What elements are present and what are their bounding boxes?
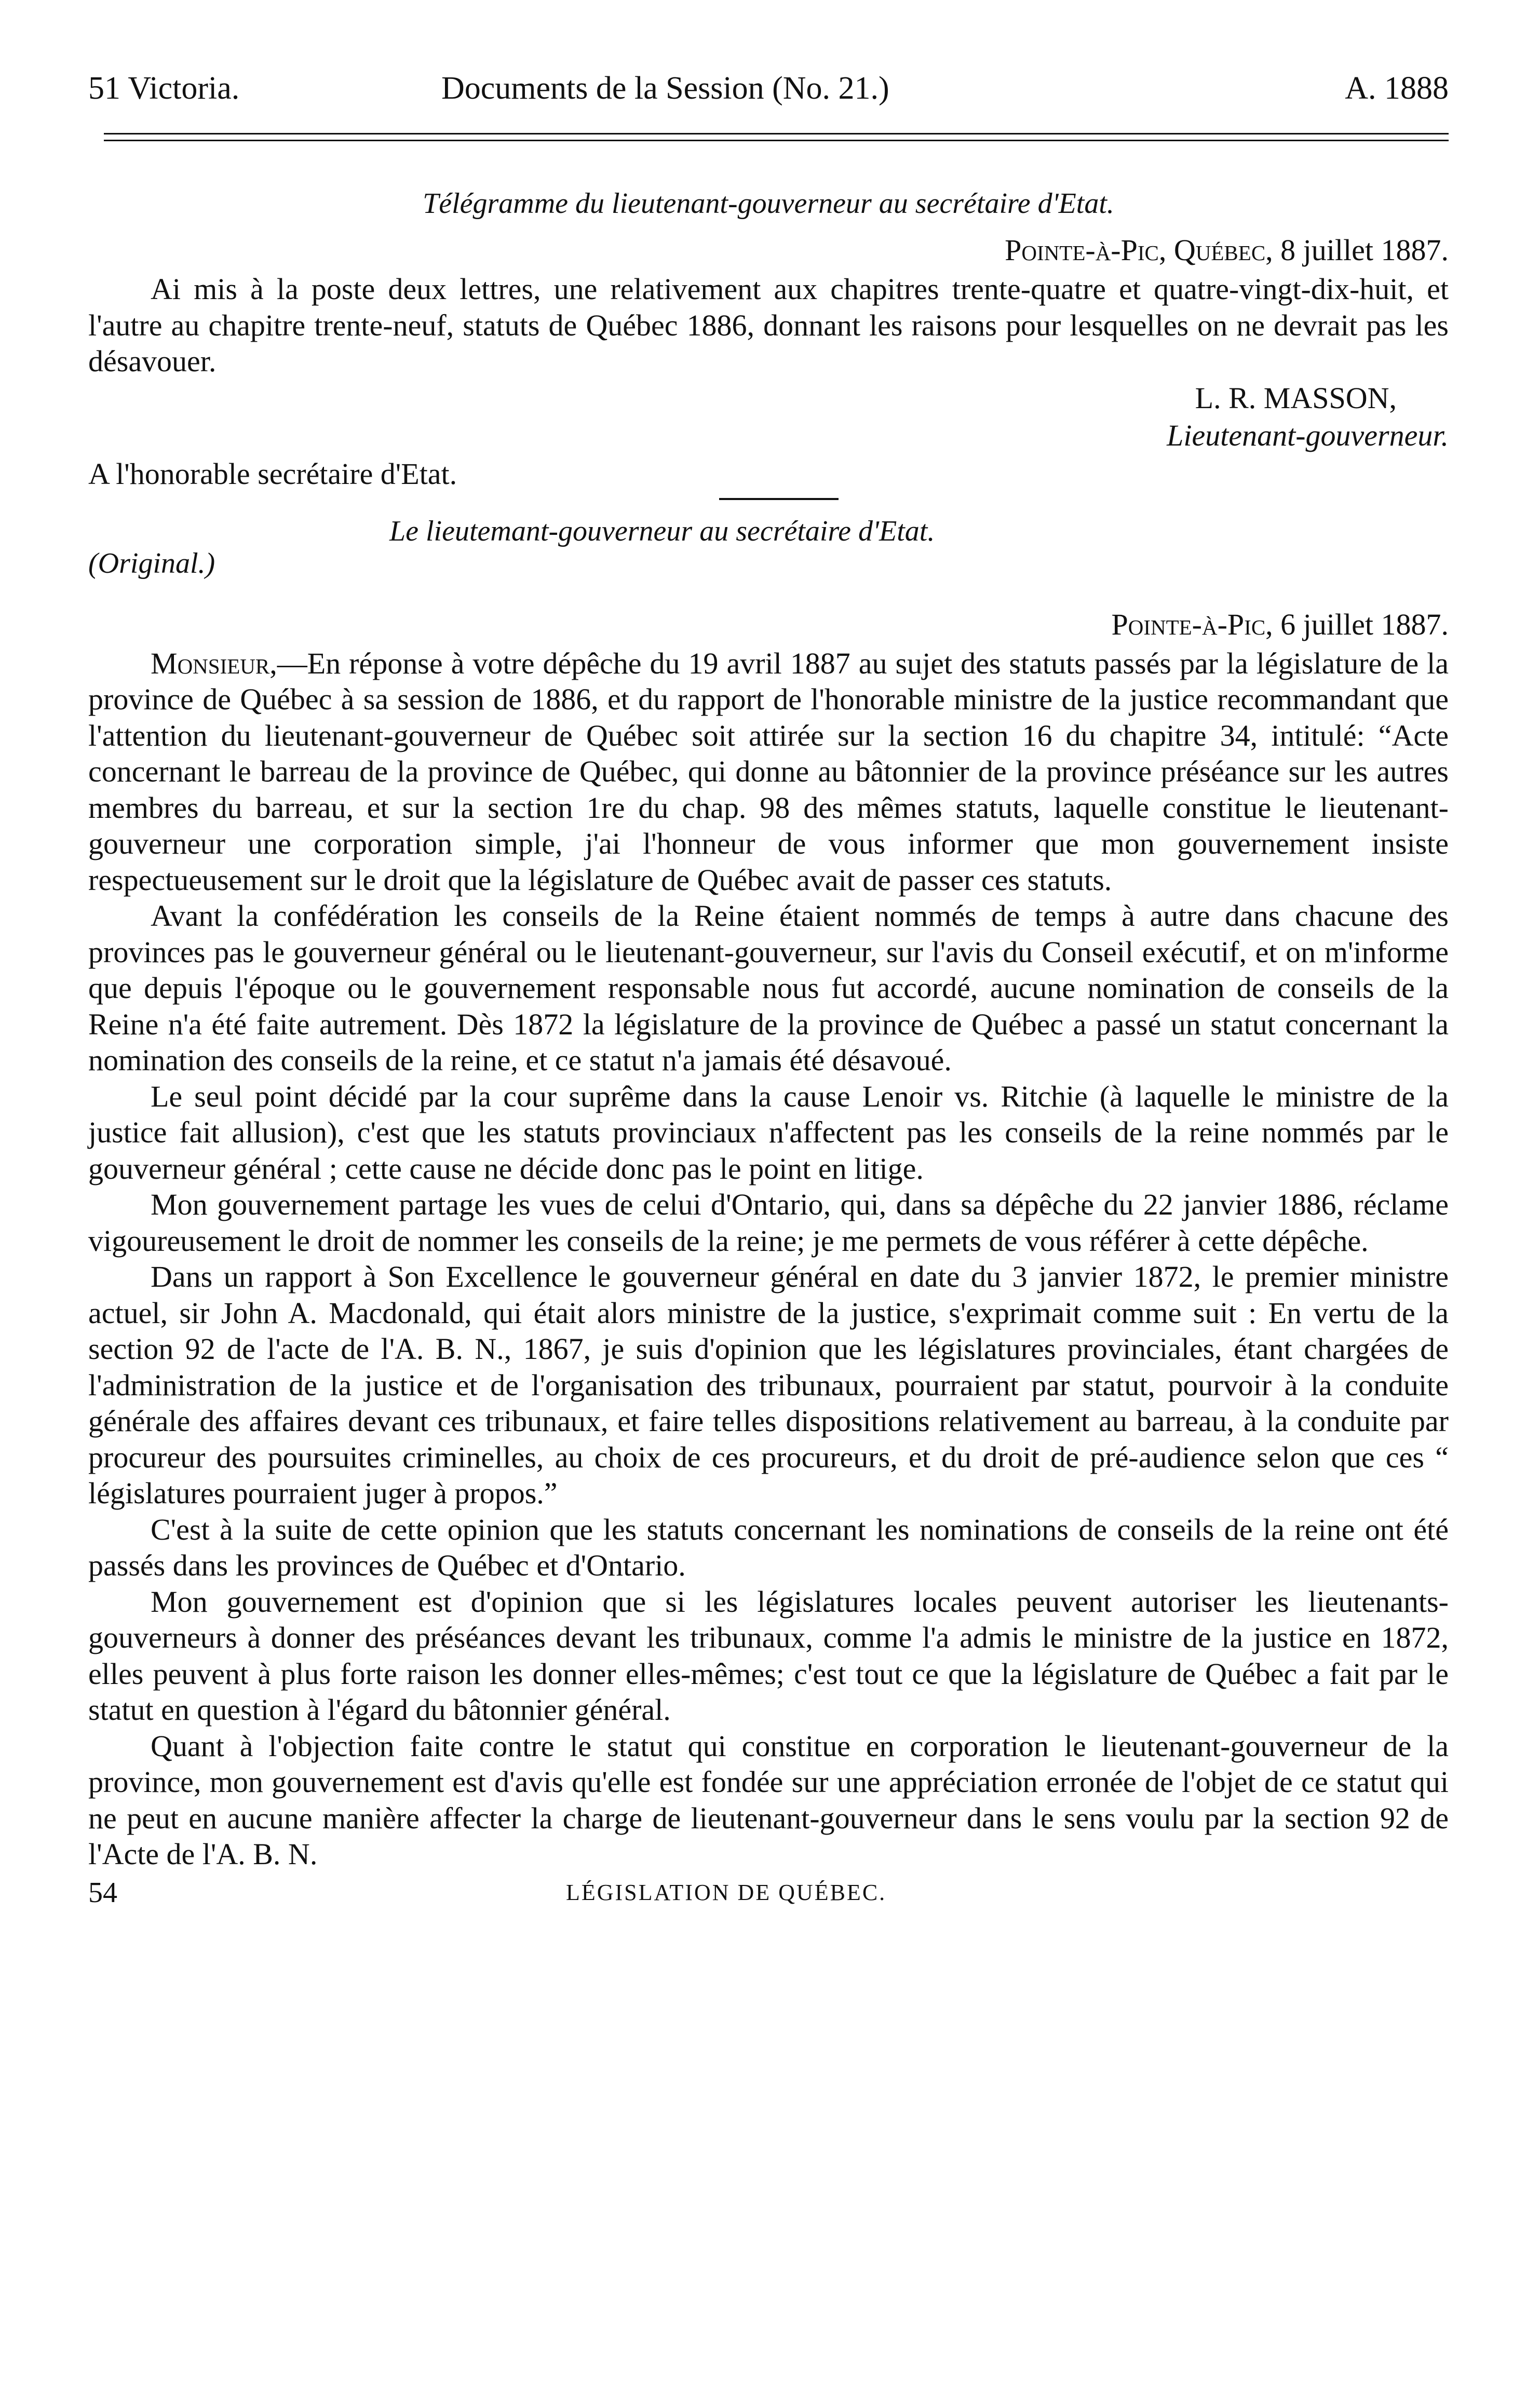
header-double-rule — [104, 133, 1449, 141]
letter-original-label: (Original.) — [88, 547, 215, 580]
letter-paragraph-1-text: —En réponse à votre dépêche du 19 avril 1887 au sujet des statuts passés par la législature de la province de Québec à sa session de 1886, et du rapport de l'honorable ministre de la justice recommandant que l'attention du lieutenant-gouverneur de Québec soit attirée sur la section 16 du chapitre 34, intitulé: “Acte concernant le barreau de la province de Québec, qui donne au bâtonnier de la province préséance sur les autres membres du barreau, et sur la section 1re du chap. 98 des mêmes statuts, laquelle constitue le lieutenant-gouverneur une corporation simple, j'ai l'honneur de vous informer que mon gouvernement insiste respectueusement sur le droit que la législature de Québec avait de passer ces statuts. — [88, 646, 1449, 897]
letter-paragraph-4: Mon gouvernement partage les vues de celui d'Ontario, qui, dans sa dépêche du 22 janvier 1886, réclame vigoureusement le droit de nommer les conseils de la reine; je me permets de vous référer à cette dépêche. — [88, 1188, 1449, 1258]
section-divider — [719, 498, 839, 500]
telegram-signature-name: L. R. MASSON, — [1195, 381, 1397, 415]
header-session-title: Documents de la Session (No. 21.) — [441, 71, 889, 106]
letter-paragraph-3: Le seul point décidé par la cour suprême dans la cause Lenoir vs. Ritchie (à laquelle le ministre de la justice fait allusion), c'est que les statuts provinciaux n'affectent pas les conseils de la reine nommés par le gouverneur général ; cette cause ne décide donc pas le point en litige. — [88, 1079, 1449, 1185]
running-header — [88, 62, 1449, 114]
letter-dateline-place: Pointe-à-Pic, — [1111, 607, 1273, 641]
letter-salutation: Monsieur, — [151, 646, 277, 680]
letter-heading — [88, 510, 1449, 588]
header-regnal-year: 51 Victoria. — [88, 71, 240, 106]
letter-dateline — [88, 604, 1449, 645]
letter-paragraph-8: Quant à l'objection faite contre le statut qui constitue en corporation le lieutenant-gouverneur de la province, mon gouvernement est d'avis qu'elle est fondée sur une appréciation erronée de l'objet de ce statut qui ne peut en aucune manière affecter la charge de lieutenant-gouverneur dans le sens voulu par la section 92 de l'Acte de l'A. B. N. — [88, 1729, 1449, 1871]
telegram-addressee: A l'honorable secrétaire d'Etat. — [88, 456, 457, 491]
letter-paragraph-1 — [88, 645, 1449, 898]
letter-paragraph-7: Mon gouvernement est d'opinion que si les législatures locales peuvent autoriser les lieutenants-gouverneurs à donner des préséances devant les tribunaux, comme l'a admis le ministre de la justice en 1872, elles peuvent à plus forte raison les donner elles-mêmes; c'est tout ce que la législature de Québec a fait par le statut en question à l'égard du bâtonnier général. — [88, 1584, 1449, 1727]
telegram-body: Ai mis à la poste deux lettres, une relativement aux chapitres trente-quatre et quatre-vingt-dix-huit, et l'autre au chapitre trente-neuf, statuts de Québec 1886, donnant les raisons pour lesquelles on ne devrait pas les désavouer. — [88, 272, 1449, 378]
letter-title: Le lieutemant-gouverneur au secrétaire d'Etat. — [389, 515, 935, 547]
telegram-dateline-place: Pointe-à-Pic, Québec, — [1005, 233, 1273, 267]
letter-dateline-date: 6 juillet 1887. — [1280, 607, 1449, 641]
letter-paragraph-5: Dans un rapport à Son Excellence le gouverneur général en date du 3 janvier 1872, le premier ministre actuel, sir John A. Macdonald, qui était alors ministre de la justice, s'exprimait comme suit : En vertu de la section 92 de l'acte de l'A. B. N., 1867, je suis d'opinion que les législatures provinciales, étant chargées de l'administration de la justice et de l'organisation des tribunaux, pourraient par statut, pourvoir à la conduite générale des affaires devant ces tribunaux, et faire telles dispositions relativement au barreau, à la conduite par procureur des poursuites criminelles, au choix de ces procureurs, et du droit de pré-audience selon que ces “ législatures pourraient juger à propos.” — [88, 1260, 1449, 1510]
page-number: 54 — [88, 1876, 117, 1909]
footer-running-title: LÉGISLATION DE QUÉBEC. — [566, 1879, 887, 1905]
letter-paragraph-2: Avant la confédération les conseils de la Reine étaient nommés de temps à autre dans chacune des provinces pas le gouverneur général ou le lieutenant-gouverneur, sur l'avis du Conseil exécutif, et on m'informe que depuis l'époque ou le gouvernement responsable nous fut accordé, aucune nomination de conseils de la Reine n'a été faite autrement. Dès 1872 la législature de la province de Québec a passé un statut concernant la nomination des conseils de la reine, et ce statut n'a jamais été désavoué. — [88, 899, 1449, 1077]
telegram-dateline-date: 8 juillet 1887. — [1280, 233, 1449, 267]
letter-paragraph-6: C'est à la suite de cette opinion que les statuts concernant les nominations de conseils de la reine ont été passés dans les provinces de Québec et d'Ontario. — [88, 1512, 1449, 1582]
header-year: A. 1888 — [1345, 71, 1449, 106]
telegram-signature-title: Lieutenant-gouverneur. — [1167, 418, 1449, 452]
telegram-title: Télégramme du lieutenant-gouverneur au secrétaire d'Etat. — [423, 187, 1114, 220]
page-footer — [88, 1875, 1449, 1916]
document-page — [88, 62, 1449, 1916]
telegram-dateline — [88, 230, 1449, 271]
